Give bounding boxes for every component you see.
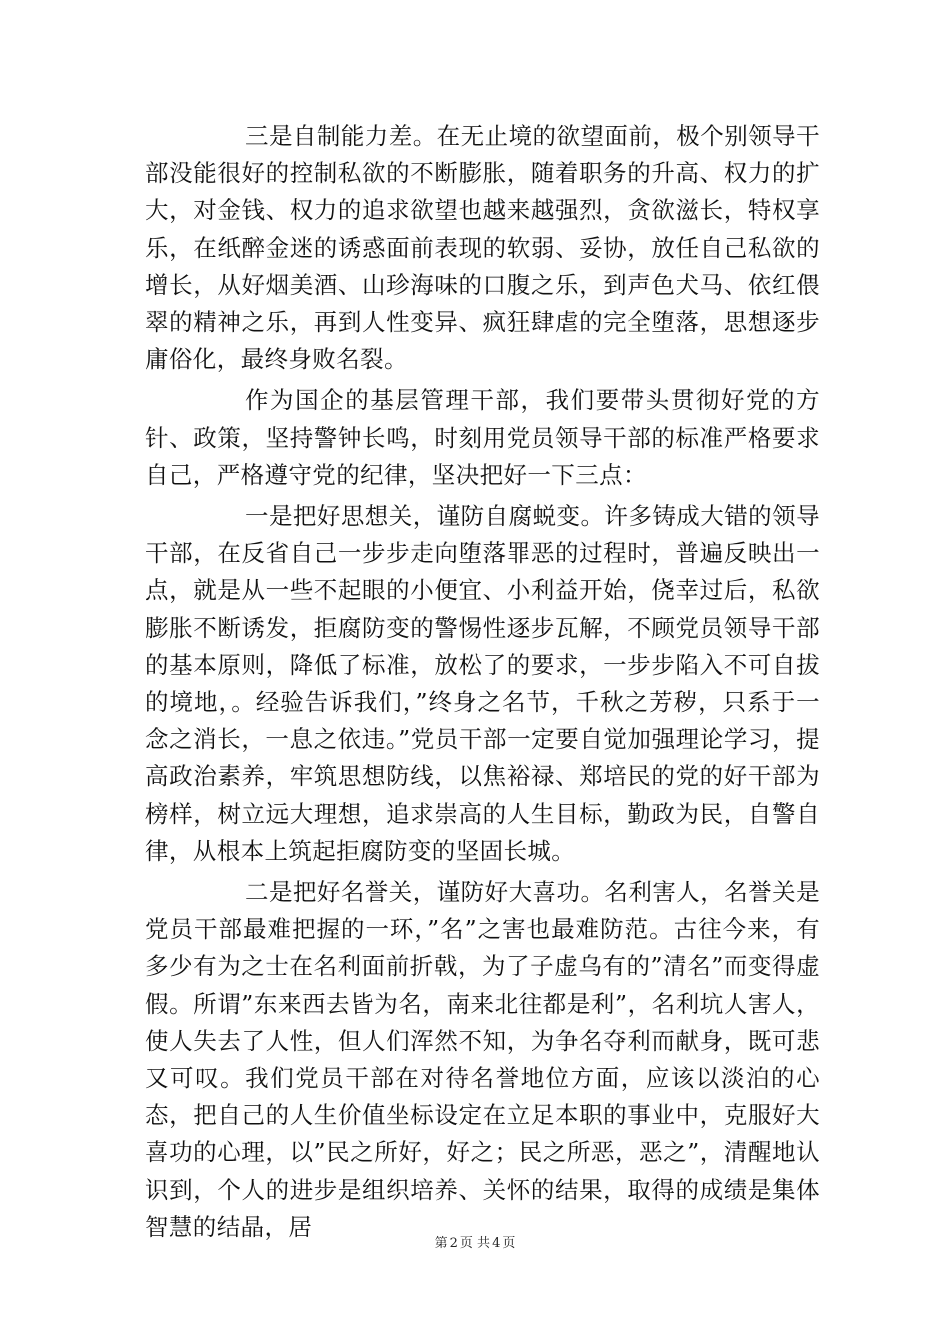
page-footer bbox=[0, 1232, 950, 1251]
footer-total-pages: 4 bbox=[492, 1236, 501, 1251]
paragraph-self-control: 三是自制能力差。在无止境的欲望面前，极个别领导干部没能很好的控制私欲的不断膨胀，随着职务的升高、权力的扩大，对金钱、权力的追求欲望也越来越强烈，贪欲滋长，特权享乐，在纸醉金迷的诱惑面前表现的软弱、妥协，放任自己私欲的增长，从好烟美酒、山珍海味的口腹之乐，到声色犬马、依红偎翠的精神之乐，再到人性变异、疯狂肆虐的完全堕落，思想逐步庸俗化，最终身败名裂。 bbox=[145, 122, 820, 374]
paragraph-intro-three-points: 作为国企的基层管理干部，我们要带头贯彻好党的方针、政策，坚持警钟长鸣，时刻用党员领导干部的标准严格要求自己，严格遵守党的纪律，坚决把好一下三点： bbox=[145, 386, 820, 489]
footer-current-page: 2 bbox=[449, 1236, 458, 1251]
document-body bbox=[145, 118, 820, 1246]
footer-suffix: 页 bbox=[502, 1236, 516, 1251]
footer-middle: 页 共 bbox=[459, 1236, 491, 1251]
paragraph-point-one-thought: 一是把好思想关，谨防自腐蜕变。许多铸成大错的领导干部，在反省自己一步步走向堕落罪恶的过程时，普遍反映出一点，就是从一些不起眼的小便宜、小利益开始，侥幸过后，私欲膨胀不断诱发，拒腐防变的警惕性逐步瓦解，不顾党员领导干部的基本原则，降低了标准，放松了的要求，一步步陷入不可自拔的境地，。经验告诉我们，”终身之名节，千秋之芳秽，只系于一念之消长，一息之依违。”党员干部一定要自觉加强理论学习，提高政治素养，牢筑思想防线，以焦裕禄、郑培民的党的好干部为榜样，树立远大理想，追求崇高的人生目标，勤政为民，自警自律，从根本上筑起拒腐防变的坚固长城。 bbox=[145, 502, 820, 865]
footer-prefix: 第 bbox=[434, 1236, 448, 1251]
paragraph-point-two-reputation: 二是把好名誉关，谨防好大喜功。名利害人，名誉关是党员干部最难把握的一环，”名”之害也最难防范。古往今来，有多少有为之士在名利面前折戟，为了子虚乌有的”清名”而变得虚假。所谓”东来西去皆为名，南来北往都是利”，名利坑人害人，使人失去了人性，但人们浑然不知，为争名夺利而献身，既可悲又可叹。我们党员干部在对待名誉地位方面，应该以淡泊的心态，把自己的人生价值坐标设定在立足本职的事业中，克服好大喜功的心理，以”民之所好，好之；民之所恶，恶之”，清醒地认识到，个人的进步是组织培养、关怀的结果，取得的成绩是集体智慧的结晶，居 bbox=[145, 878, 820, 1241]
